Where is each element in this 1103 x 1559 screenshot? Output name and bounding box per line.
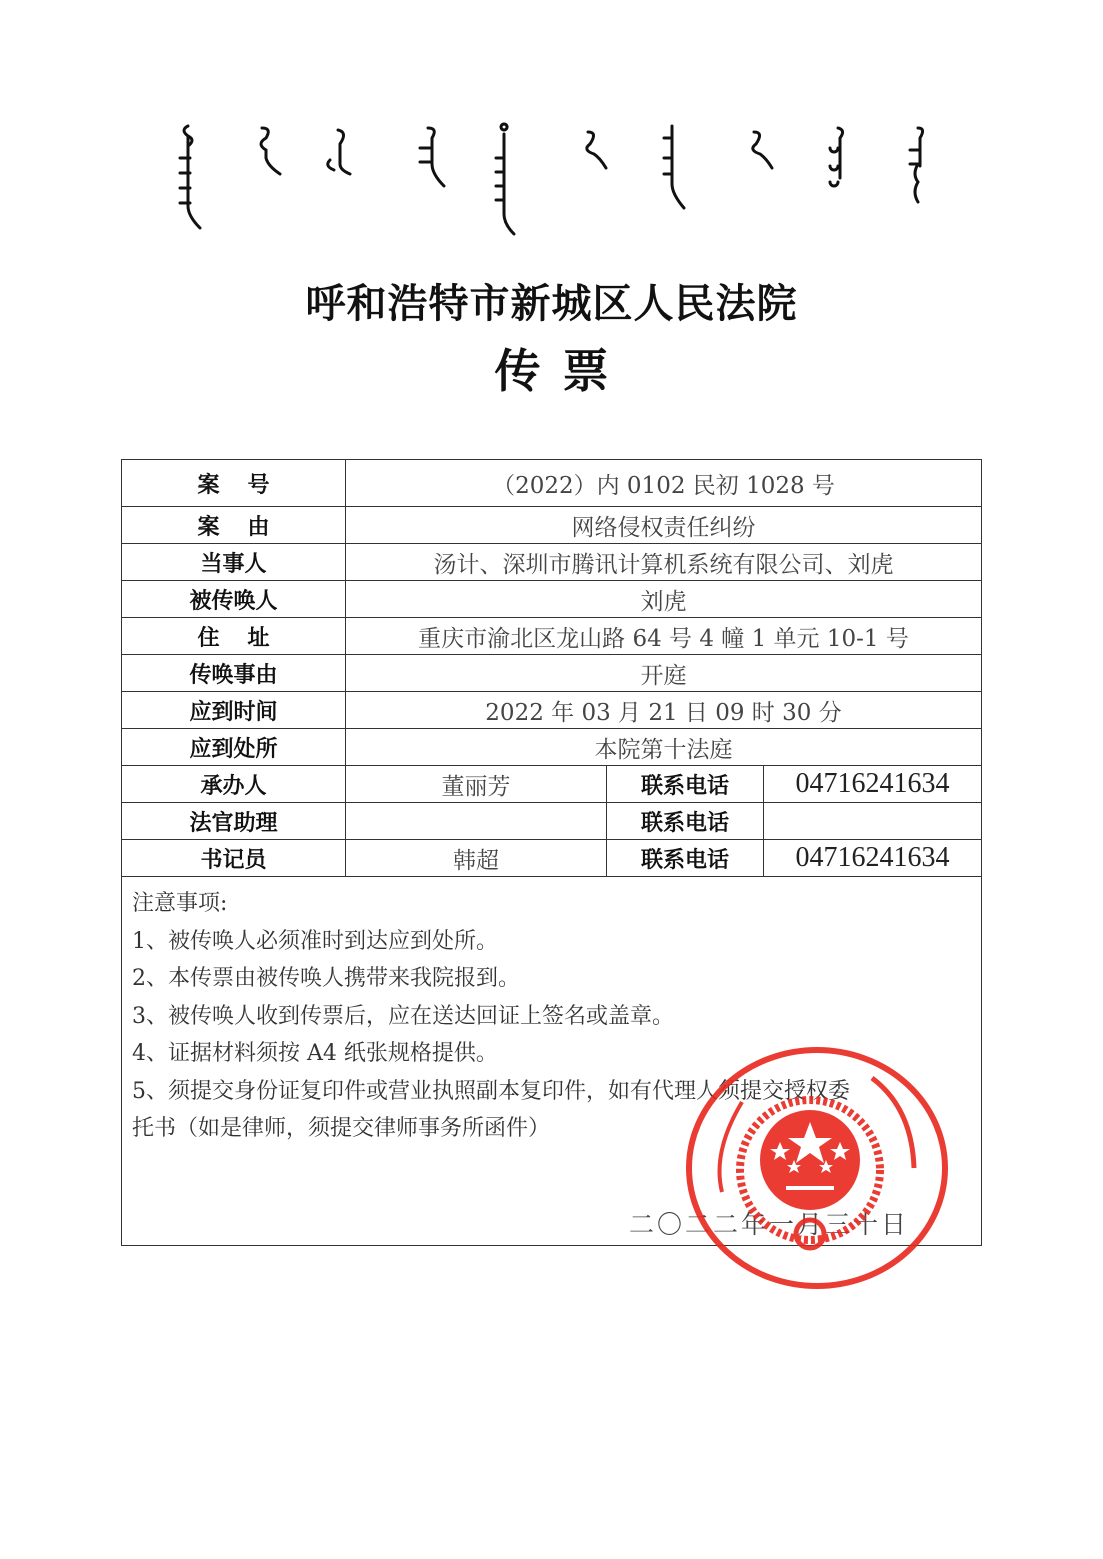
note-item: 3、被传唤人收到传票后，应在送达回证上签名或盖章。 bbox=[132, 1003, 674, 1029]
value-address: 重庆市渝北区龙山路 64 号 4 幢 1 单元 10-1 号 bbox=[346, 618, 982, 655]
summons-table bbox=[121, 459, 982, 1246]
value-case-number: （2022）内 0102 民初 1028 号 bbox=[346, 460, 982, 507]
row-summons-reason bbox=[122, 655, 982, 692]
row-notes bbox=[122, 877, 982, 1246]
value-parties: 汤计、深圳市腾讯计算机系统有限公司、刘虎 bbox=[346, 544, 982, 581]
label-address: 住址 bbox=[122, 618, 346, 655]
value-appearance-time: 2022 年 03 月 21 日 09 时 30 分 bbox=[346, 692, 982, 729]
note-item: 4、证据材料须按 A4 纸张规格提供。 bbox=[132, 1041, 498, 1066]
value-judge-assistant-phone bbox=[764, 803, 982, 840]
label-judge-assistant-phone: 联系电话 bbox=[607, 803, 764, 840]
label-case-cause: 案由 bbox=[122, 507, 346, 544]
row-clerk bbox=[122, 840, 982, 877]
note-item: 1、被传唤人必须准时到达应到处所。 bbox=[132, 928, 498, 954]
row-handler bbox=[122, 766, 982, 803]
row-judge-assistant bbox=[122, 803, 982, 840]
label-parties: 当事人 bbox=[122, 544, 346, 581]
mongolian-script-icon bbox=[170, 118, 940, 238]
mongolian-court-name bbox=[170, 118, 940, 238]
value-appearance-place: 本院第十法庭 bbox=[346, 729, 982, 766]
row-case-cause bbox=[122, 507, 982, 544]
row-parties bbox=[122, 544, 982, 581]
issue-date: 二〇二二年一月三十日 bbox=[628, 1210, 909, 1239]
value-clerk-phone: 04716241634 bbox=[764, 840, 982, 877]
value-clerk-name: 韩超 bbox=[346, 840, 607, 877]
row-appearance-place bbox=[122, 729, 982, 766]
note-item: 托书（如是律师，须提交律师事务所函件） bbox=[132, 1116, 551, 1141]
value-case-cause: 网络侵权责任纠纷 bbox=[346, 507, 982, 544]
value-judge-assistant-name bbox=[346, 803, 607, 840]
label-case-number: 案号 bbox=[122, 460, 346, 507]
document-type-title: 传票 bbox=[494, 344, 631, 398]
label-judge-assistant: 法官助理 bbox=[122, 803, 346, 840]
label-appearance-time: 应到时间 bbox=[122, 692, 346, 729]
label-summons-reason: 传唤事由 bbox=[122, 655, 346, 692]
row-appearance-time bbox=[122, 692, 982, 729]
value-handler-phone: 04716241634 bbox=[764, 766, 982, 803]
notes-title: 注意事项: bbox=[132, 891, 228, 916]
label-clerk-phone: 联系电话 bbox=[607, 840, 764, 877]
value-summoned-person: 刘虎 bbox=[346, 581, 982, 618]
row-summoned-person bbox=[122, 581, 982, 618]
note-item: 2、本传票由被传唤人携带来我院报到。 bbox=[132, 966, 520, 991]
label-handler-phone: 联系电话 bbox=[607, 766, 764, 803]
label-appearance-place: 应到处所 bbox=[122, 729, 346, 766]
row-case-number bbox=[122, 460, 982, 507]
value-handler-name: 董丽芳 bbox=[346, 766, 607, 803]
note-item: 5、须提交身份证复印件或营业执照副本复印件，如有代理人须提交授权委 bbox=[132, 1078, 850, 1104]
label-handler: 承办人 bbox=[122, 766, 346, 803]
court-title: 呼和浩特市新城区人民法院 bbox=[305, 280, 798, 327]
notes-section bbox=[122, 877, 982, 1246]
value-summons-reason: 开庭 bbox=[346, 655, 982, 692]
label-summoned-person: 被传唤人 bbox=[122, 581, 346, 618]
label-clerk: 书记员 bbox=[122, 840, 346, 877]
row-address bbox=[122, 618, 982, 655]
